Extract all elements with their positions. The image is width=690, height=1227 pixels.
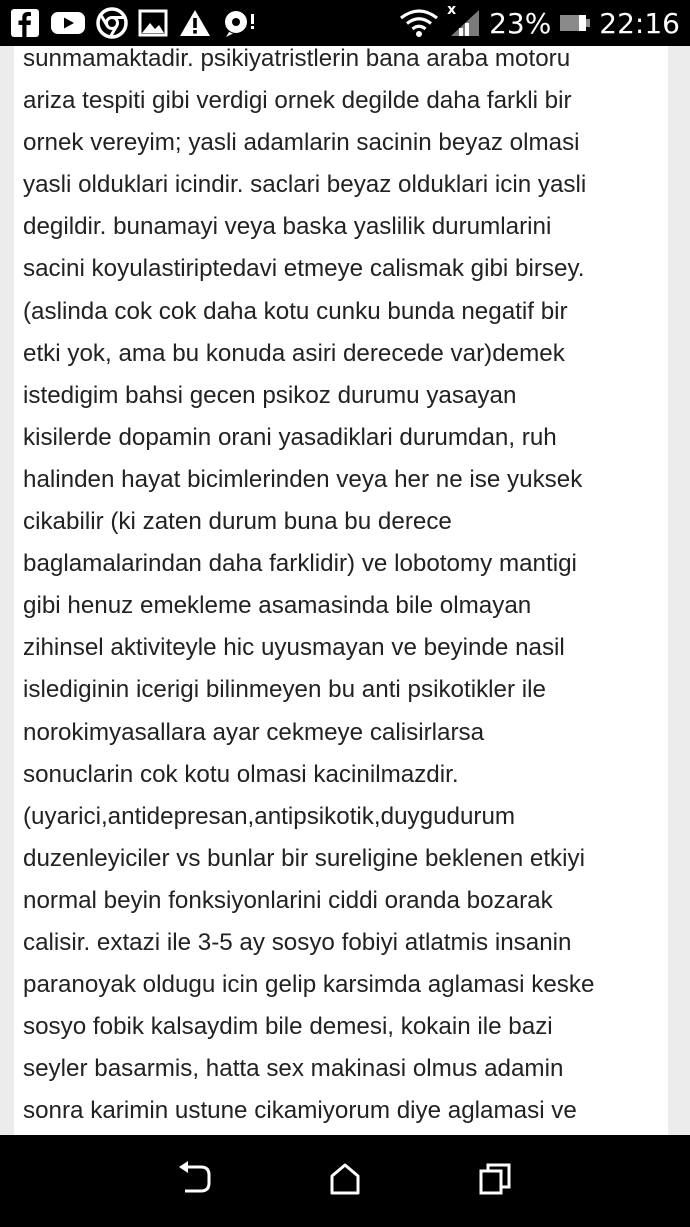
notification-icons bbox=[10, 7, 256, 39]
home-icon bbox=[328, 1162, 362, 1201]
back-button[interactable] bbox=[165, 1151, 225, 1211]
clock: 22:16 bbox=[599, 6, 680, 40]
network-label: x bbox=[447, 2, 457, 18]
signal-icon bbox=[447, 2, 481, 38]
status-bar bbox=[0, 0, 690, 46]
chrome-icon bbox=[96, 7, 128, 39]
system-status bbox=[399, 2, 680, 40]
recents-button[interactable] bbox=[465, 1151, 525, 1211]
gallery-icon bbox=[138, 9, 168, 37]
page-content[interactable] bbox=[0, 46, 690, 1135]
article-body: sunmamaktadir. psikiyatristlerin bana araba motoru ariza tespiti gibi verdigi ornek degilde daha farkli bir ornek vereyim; yasli adamlarin sacinin beyaz olmasi yasli olduklari icindir. saclari beyaz olduklari icin yasli degildir. bunamayi veya baska yaslilik durumlarini sacini koyulastiriptedavi etmeye calismak gibi birsey. (aslinda cok cok daha kotu cunku bunda negatif bir etki yok, ama bu konuda asiri derecede var)demek istedigim bahsi gecen psikoz durumu yasayan kisilerde dopamin orani yasadiklari durumdan, ruh halinden hayat bicimlerinden veya her ne ise yuksek cikabilir (ki zaten durum buna bu derece baglamalarindan daha farklidir) ve lobotomy mantigi gibi henuz emekleme asamasinda bile olmayan zihinsel aktiviteyle hic uyusmayan ve beyinde nasil islediginin icerigi bilinmeyen bu anti psikotikler ile norokimyasallara ayar cekmeye calisirlarsa sonuclarin cok kotu olmasi kacinilmazdir. (uyarici,antidepresan,antipsikotik,duygudurum duzenleyiciler vs bunlar bir sureligine beklenen etkiyi normal beyin fonksiyonlarini ciddi oranda bozarak calisir. extazi ile 3-5 ay sosyo fobiyi atlatmis insanin paranoyak oldugu icin gelip karsimda aglamasi keske sosyo fobik kalsaydim bile demesi, kokain ile bazi seyler basarmis, hatta sex makinasi olmus adamin sonra karimin ustune cikamiyorum diye aglamasi ve bbox=[23, 46, 595, 1125]
home-button[interactable] bbox=[315, 1151, 375, 1211]
facebook-icon bbox=[10, 8, 40, 38]
navigation-bar bbox=[0, 1135, 690, 1227]
warning-icon bbox=[178, 8, 212, 38]
wifi-icon bbox=[399, 8, 439, 38]
back-icon bbox=[175, 1161, 215, 1202]
youtube-icon bbox=[50, 9, 86, 37]
battery-percent: 23% bbox=[489, 6, 552, 40]
battery-icon bbox=[559, 11, 591, 35]
recents-icon bbox=[478, 1162, 512, 1201]
notification-icon bbox=[222, 8, 256, 38]
article-card bbox=[14, 46, 668, 1135]
